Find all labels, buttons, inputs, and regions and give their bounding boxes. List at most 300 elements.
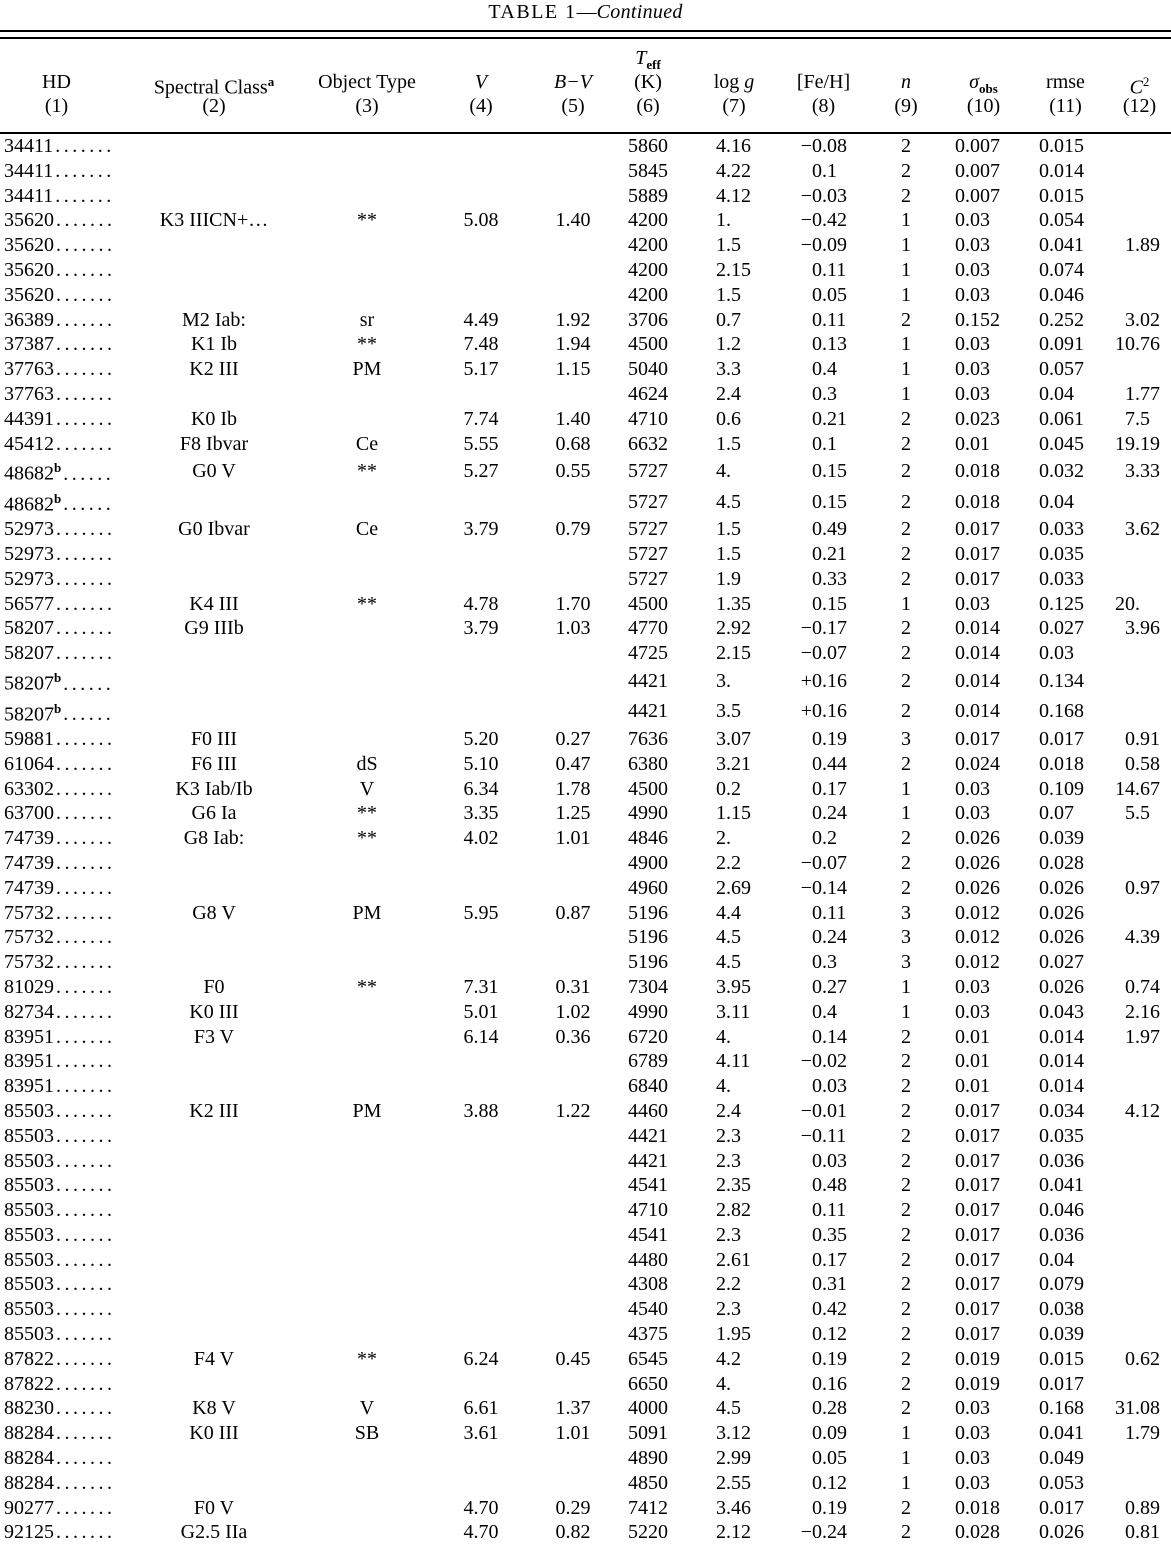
cell-n: 3 [901, 727, 911, 750]
cell-c2 [1108, 851, 1171, 876]
cell-objtype [293, 542, 427, 567]
table-row [0, 641, 1171, 666]
cell-objtype [293, 925, 427, 950]
cell-bv: 1.37 [555, 1397, 591, 1420]
cell-teff: 4000 [628, 1397, 668, 1420]
cell-spectral: K8 V [192, 1397, 236, 1420]
cell-hd [0, 1248, 135, 1273]
cell-bv: 0.27 [555, 727, 591, 750]
cell-spectral: G6 Ia [191, 802, 237, 825]
cell-hd [0, 1223, 135, 1248]
cell-teff: 5196 [628, 951, 668, 974]
dot-leader: ....... [56, 518, 116, 541]
table-row [0, 666, 1171, 696]
cell-logg: 1.5 [716, 518, 741, 541]
table-row [0, 925, 1171, 950]
cell-rmse: 0.034 [1039, 1099, 1084, 1122]
cell-rmse: 0.053 [1039, 1471, 1084, 1494]
cell-bv: 0.29 [555, 1496, 591, 1519]
cell-teff: 4480 [628, 1248, 668, 1271]
cell-sigma: 0.03 [955, 333, 990, 356]
hd-number: 92125 [4, 1521, 54, 1544]
col-header-object-type: Object Type (3) [293, 40, 427, 133]
cell-hd [0, 357, 135, 382]
cell-spectral [135, 1173, 293, 1198]
cell-n: 1 [901, 592, 911, 615]
table-row [0, 1446, 1171, 1471]
hd-number: 85503 [4, 1223, 54, 1246]
cell-rmse: 0.054 [1039, 209, 1084, 232]
cell-v [427, 1372, 523, 1397]
cell-spectral: K3 Iab/Ib [175, 777, 253, 800]
hd-number: 48682 [4, 493, 54, 516]
cell-teff: 4770 [628, 617, 668, 640]
hd-number: 34411 [4, 184, 54, 207]
cell-v [427, 925, 523, 950]
dot-leader: ....... [56, 1248, 116, 1271]
cell-sigma: 0.01 [955, 1025, 990, 1048]
dot-leader: ....... [55, 184, 115, 207]
cell-n: 2 [901, 1273, 911, 1296]
cell-teff: 4200 [628, 258, 668, 281]
cell-teff: 4200 [628, 209, 668, 232]
table-row [0, 1173, 1171, 1198]
table-body [0, 133, 1171, 1545]
cell-c2: 5.5 [1125, 802, 1150, 825]
cell-bv [523, 184, 607, 209]
double-rule [0, 30, 1171, 39]
cell-rmse: 0.014 [1039, 1025, 1084, 1048]
cell-feh: −0.11 [800, 1124, 847, 1147]
cell-spectral [135, 1074, 293, 1099]
hd-number: 37763 [4, 358, 54, 381]
cell-n: 2 [901, 1124, 911, 1147]
cell-hd [0, 950, 135, 975]
cell-objtype [293, 1520, 427, 1545]
cell-spectral: F6 III [190, 752, 238, 775]
cell-rmse: 0.168 [1039, 700, 1084, 723]
cell-bv: 1.40 [555, 407, 591, 430]
cell-objtype [293, 382, 427, 407]
cell-hd [0, 382, 135, 407]
cell-sigma: 0.03 [955, 777, 990, 800]
cell-v [427, 1272, 523, 1297]
cell-logg: 2. [716, 827, 731, 850]
cell-c2 [1108, 258, 1171, 283]
dot-leader: ....... [56, 543, 116, 566]
table-row [0, 1272, 1171, 1297]
cell-feh: 0.13 [812, 333, 847, 356]
cell-spectral [135, 184, 293, 209]
cell-teff: 5727 [628, 460, 668, 483]
cell-sigma: 0.014 [955, 617, 1000, 640]
table-row [0, 184, 1171, 209]
hd-number: 85503 [4, 1248, 54, 1271]
cell-logg: 0.7 [716, 308, 741, 331]
cell-spectral [135, 697, 293, 727]
cell-spectral [135, 382, 293, 407]
cell-c2 [1108, 697, 1171, 727]
cell-c2: 1.97 [1125, 1025, 1160, 1048]
cell-sigma: 0.01 [955, 1075, 990, 1098]
hd-number: 52973 [4, 567, 54, 590]
dot-leader: ....... [56, 727, 116, 750]
cell-bv: 0.68 [555, 432, 591, 455]
cell-logg: 4.2 [716, 1347, 741, 1370]
cell-objtype [293, 233, 427, 258]
table-row [0, 616, 1171, 641]
cell-bv [523, 133, 607, 159]
table-row [0, 133, 1171, 159]
cell-feh: 0.12 [812, 1471, 847, 1494]
cell-sigma: 0.012 [955, 901, 1000, 924]
hd-number: 58207 [4, 617, 54, 640]
cell-objtype: Ce [355, 432, 379, 455]
cell-v: 7.31 [463, 975, 499, 998]
cell-logg: 2.15 [716, 642, 751, 665]
cell-hd [0, 233, 135, 258]
cell-feh: 0.3 [812, 382, 837, 405]
cell-sigma: 0.019 [955, 1347, 1000, 1370]
hd-number: 35620 [4, 234, 54, 257]
cell-objtype [293, 1124, 427, 1149]
cell-c2 [1108, 1372, 1171, 1397]
cell-n: 2 [901, 1050, 911, 1073]
cell-rmse: 0.026 [1039, 926, 1084, 949]
cell-n: 1 [901, 802, 911, 825]
table-row [0, 1099, 1171, 1124]
col-header-hd: HD (1) [0, 40, 135, 133]
cell-objtype: V [359, 777, 375, 800]
cell-teff: 4460 [628, 1099, 668, 1122]
cell-n: 3 [901, 926, 911, 949]
cell-hd [0, 752, 135, 777]
cell-objtype [293, 641, 427, 666]
cell-hd [0, 1471, 135, 1496]
cell-hd [0, 901, 135, 926]
cell-objtype: SB [354, 1422, 380, 1445]
cell-teff: 4200 [628, 283, 668, 306]
cell-bv: 1.25 [555, 802, 591, 825]
cell-logg: 2.35 [716, 1174, 751, 1197]
cell-hd [0, 826, 135, 851]
cell-feh: 0.11 [812, 1199, 847, 1222]
cell-feh: 0.35 [812, 1223, 847, 1246]
cell-hd [0, 1049, 135, 1074]
cell-rmse: 0.015 [1039, 184, 1084, 207]
hd-number: 35620 [4, 209, 54, 232]
cell-v: 6.61 [463, 1397, 499, 1420]
cell-spectral: F8 Ibvar [179, 432, 249, 455]
cell-spectral [135, 487, 293, 517]
table-row [0, 1223, 1171, 1248]
cell-spectral: G9 IIIb [184, 617, 244, 640]
cell-logg: 3.95 [716, 975, 751, 998]
cell-spectral [135, 233, 293, 258]
cell-c2: 7.5 [1125, 407, 1150, 430]
cell-sigma: 0.026 [955, 827, 1000, 850]
col-header-spectral-class: Spectral Class$^a$ (2) [135, 40, 293, 133]
cell-c2 [1108, 567, 1171, 592]
cell-feh: 0.33 [812, 567, 847, 590]
cell-sigma: 0.03 [955, 1397, 990, 1420]
cell-sigma: 0.019 [955, 1372, 1000, 1395]
cell-feh: +0.16 [800, 669, 847, 692]
col-header-log-g: log g (7) [689, 40, 779, 133]
cell-c2: 0.74 [1125, 975, 1160, 998]
cell-c2 [1108, 1173, 1171, 1198]
cell-hd [0, 258, 135, 283]
cell-rmse: 0.014 [1039, 1075, 1084, 1098]
cell-spectral [135, 1248, 293, 1273]
cell-v: 7.48 [463, 333, 499, 356]
cell-n: 2 [901, 567, 911, 590]
cell-v: 3.88 [463, 1099, 499, 1122]
cell-c2: 3.96 [1125, 617, 1160, 640]
cell-objtype [293, 133, 427, 159]
cell-spectral: F4 V [193, 1347, 235, 1370]
dot-leader: ....... [56, 1124, 116, 1147]
cell-v [427, 1471, 523, 1496]
cell-objtype: ** [357, 333, 377, 356]
table-row [0, 975, 1171, 1000]
cell-sigma: 0.03 [955, 258, 990, 281]
cell-rmse: 0.079 [1039, 1273, 1084, 1296]
col-header-v: V (4) [427, 40, 523, 133]
cell-sigma: 0.03 [955, 358, 990, 381]
hd-number: 34411 [4, 135, 54, 157]
cell-hd [0, 666, 135, 696]
cell-objtype: ** [357, 802, 377, 825]
cell-v: 4.02 [463, 827, 499, 850]
cell-v [427, 1049, 523, 1074]
cell-v: 6.34 [463, 777, 499, 800]
cell-spectral [135, 542, 293, 567]
cell-c2: 20. [1115, 592, 1140, 615]
hd-number: 82734 [4, 1000, 54, 1023]
cell-c2: 31.08 [1115, 1397, 1160, 1420]
cell-hd [0, 1496, 135, 1521]
cell-spectral: K0 III [189, 1422, 239, 1445]
cell-n: 2 [901, 460, 911, 483]
cell-rmse: 0.017 [1039, 1372, 1084, 1395]
hd-number: 88284 [4, 1447, 54, 1470]
cell-bv: 1.15 [555, 358, 591, 381]
cell-objtype [293, 567, 427, 592]
hd-number: 52973 [4, 518, 54, 541]
cell-logg: 1.95 [716, 1323, 751, 1346]
cell-c2: 1.89 [1125, 234, 1160, 257]
cell-teff: 5889 [628, 184, 668, 207]
cell-n: 1 [901, 258, 911, 281]
cell-spectral [135, 666, 293, 696]
cell-n: 2 [901, 1521, 911, 1544]
cell-bv: 0.31 [555, 975, 591, 998]
cell-feh: −0.01 [800, 1099, 847, 1122]
cell-teff: 5196 [628, 926, 668, 949]
cell-bv [523, 1198, 607, 1223]
cell-objtype: V [359, 1397, 375, 1420]
hd-number: 48682 [4, 463, 54, 486]
table-row [0, 1124, 1171, 1149]
cell-spectral [135, 925, 293, 950]
cell-spectral [135, 1297, 293, 1322]
cell-n: 2 [901, 432, 911, 455]
table-title-label: TABLE 1 [488, 1, 577, 23]
cell-sigma: 0.018 [955, 460, 1000, 483]
dot-leader: ....... [56, 1496, 116, 1519]
hd-number: 74739 [4, 876, 54, 899]
dot-leader: ....... [56, 258, 116, 281]
dot-leader: ....... [56, 567, 116, 590]
cell-v [427, 1149, 523, 1174]
cell-c2 [1108, 208, 1171, 233]
cell-objtype [293, 1000, 427, 1025]
cell-sigma: 0.03 [955, 1447, 990, 1470]
cell-c2 [1108, 1049, 1171, 1074]
cell-feh: 0.03 [812, 1075, 847, 1098]
hd-number: 88284 [4, 1471, 54, 1494]
col-header-b-v: B−V (5) [523, 40, 607, 133]
cell-v: 5.01 [463, 1000, 499, 1023]
cell-feh: 0.4 [812, 1000, 837, 1023]
cell-spectral: G2.5 IIa [180, 1521, 248, 1544]
cell-c2: 19.19 [1115, 432, 1160, 455]
cell-v [427, 283, 523, 308]
dot-leader: ....... [56, 308, 116, 331]
cell-v [427, 133, 523, 159]
cell-n: 2 [901, 1298, 911, 1321]
cell-sigma: 0.018 [955, 1496, 1000, 1519]
cell-sigma: 0.017 [955, 1149, 1000, 1172]
cell-spectral: K0 Ib [190, 407, 238, 430]
cell-bv: 1.70 [555, 592, 591, 615]
table-row [0, 1322, 1171, 1347]
dot-leader: ...... [63, 493, 115, 516]
cell-objtype [293, 876, 427, 901]
cell-c2 [1108, 666, 1171, 696]
cell-objtype [293, 1198, 427, 1223]
cell-logg: 3.46 [716, 1496, 751, 1519]
table-row [0, 517, 1171, 542]
cell-sigma: 0.014 [955, 700, 1000, 723]
cell-objtype: ** [357, 1347, 377, 1370]
table-title [0, 1, 1171, 24]
cell-logg: 1.5 [716, 432, 741, 455]
cell-c2: 0.62 [1125, 1347, 1160, 1370]
cell-hd [0, 1173, 135, 1198]
cell-sigma: 0.03 [955, 209, 990, 232]
dot-leader: ....... [56, 752, 116, 775]
cell-c2: 0.81 [1125, 1521, 1160, 1544]
cell-logg: 3.12 [716, 1422, 751, 1445]
cell-rmse: 0.026 [1039, 975, 1084, 998]
cell-rmse: 0.041 [1039, 234, 1084, 257]
cell-c2 [1108, 487, 1171, 517]
cell-hd [0, 1347, 135, 1372]
cell-teff: 3706 [628, 308, 668, 331]
hd-number: 44391 [4, 407, 54, 430]
cell-n: 2 [901, 159, 911, 182]
dot-leader: ....... [55, 135, 115, 157]
cell-logg: 4.4 [716, 901, 741, 924]
cell-feh: −0.09 [800, 234, 847, 257]
table-row [0, 233, 1171, 258]
cell-v: 4.78 [463, 592, 499, 615]
dot-leader: ....... [56, 283, 116, 306]
cell-rmse: 0.028 [1039, 851, 1084, 874]
cell-teff: 6632 [628, 432, 668, 455]
dot-leader: ....... [56, 926, 116, 949]
cell-sigma: 0.017 [955, 543, 1000, 566]
cell-v: 7.74 [463, 407, 499, 430]
cell-feh: −0.03 [800, 184, 847, 207]
hd-number: 75732 [4, 926, 54, 949]
cell-n: 3 [901, 951, 911, 974]
cell-objtype [293, 1322, 427, 1347]
cell-hd [0, 208, 135, 233]
cell-bv: 0.79 [555, 518, 591, 541]
cell-rmse: 0.041 [1039, 1174, 1084, 1197]
cell-sigma: 0.03 [955, 283, 990, 306]
hd-number: 61064 [4, 752, 54, 775]
cell-rmse: 0.018 [1039, 752, 1084, 775]
cell-rmse: 0.041 [1039, 1422, 1084, 1445]
cell-bv: 0.55 [555, 460, 591, 483]
cell-feh: 0.15 [812, 490, 847, 513]
cell-logg: 2.69 [716, 876, 751, 899]
cell-logg: 4.22 [716, 159, 751, 182]
cell-feh: −0.17 [800, 617, 847, 640]
cell-rmse: 0.04 [1039, 490, 1074, 513]
cell-c2: 1.79 [1125, 1422, 1160, 1445]
cell-feh: 0.21 [812, 407, 847, 430]
cell-bv [523, 283, 607, 308]
cell-rmse: 0.033 [1039, 518, 1084, 541]
table-row [0, 1421, 1171, 1446]
cell-teff: 4990 [628, 802, 668, 825]
cell-rmse: 0.046 [1039, 283, 1084, 306]
cell-bv [523, 950, 607, 975]
cell-bv: 1.01 [555, 1422, 591, 1445]
cell-bv: 1.03 [555, 617, 591, 640]
cell-v: 6.14 [463, 1025, 499, 1048]
cell-sigma: 0.007 [955, 184, 1000, 207]
cell-feh: −0.24 [800, 1521, 847, 1544]
cell-hd [0, 1372, 135, 1397]
cell-teff: 4421 [628, 700, 668, 723]
dot-leader: ....... [56, 1323, 116, 1346]
cell-teff: 5727 [628, 543, 668, 566]
cell-objtype [293, 1049, 427, 1074]
cell-bv [523, 1446, 607, 1471]
dot-leader: ....... [56, 1174, 116, 1197]
cell-sigma: 0.03 [955, 1000, 990, 1023]
cell-c2 [1108, 1272, 1171, 1297]
dot-leader: ....... [56, 1347, 116, 1370]
cell-hd [0, 727, 135, 752]
cell-c2 [1108, 1248, 1171, 1273]
cell-feh: 0.21 [812, 543, 847, 566]
cell-sigma: 0.017 [955, 1099, 1000, 1122]
cell-v [427, 666, 523, 696]
cell-teff: 4710 [628, 1199, 668, 1222]
cell-n: 2 [901, 851, 911, 874]
cell-bv [523, 666, 607, 696]
cell-c2 [1108, 1446, 1171, 1471]
cell-feh: 0.09 [812, 1422, 847, 1445]
table-row [0, 592, 1171, 617]
